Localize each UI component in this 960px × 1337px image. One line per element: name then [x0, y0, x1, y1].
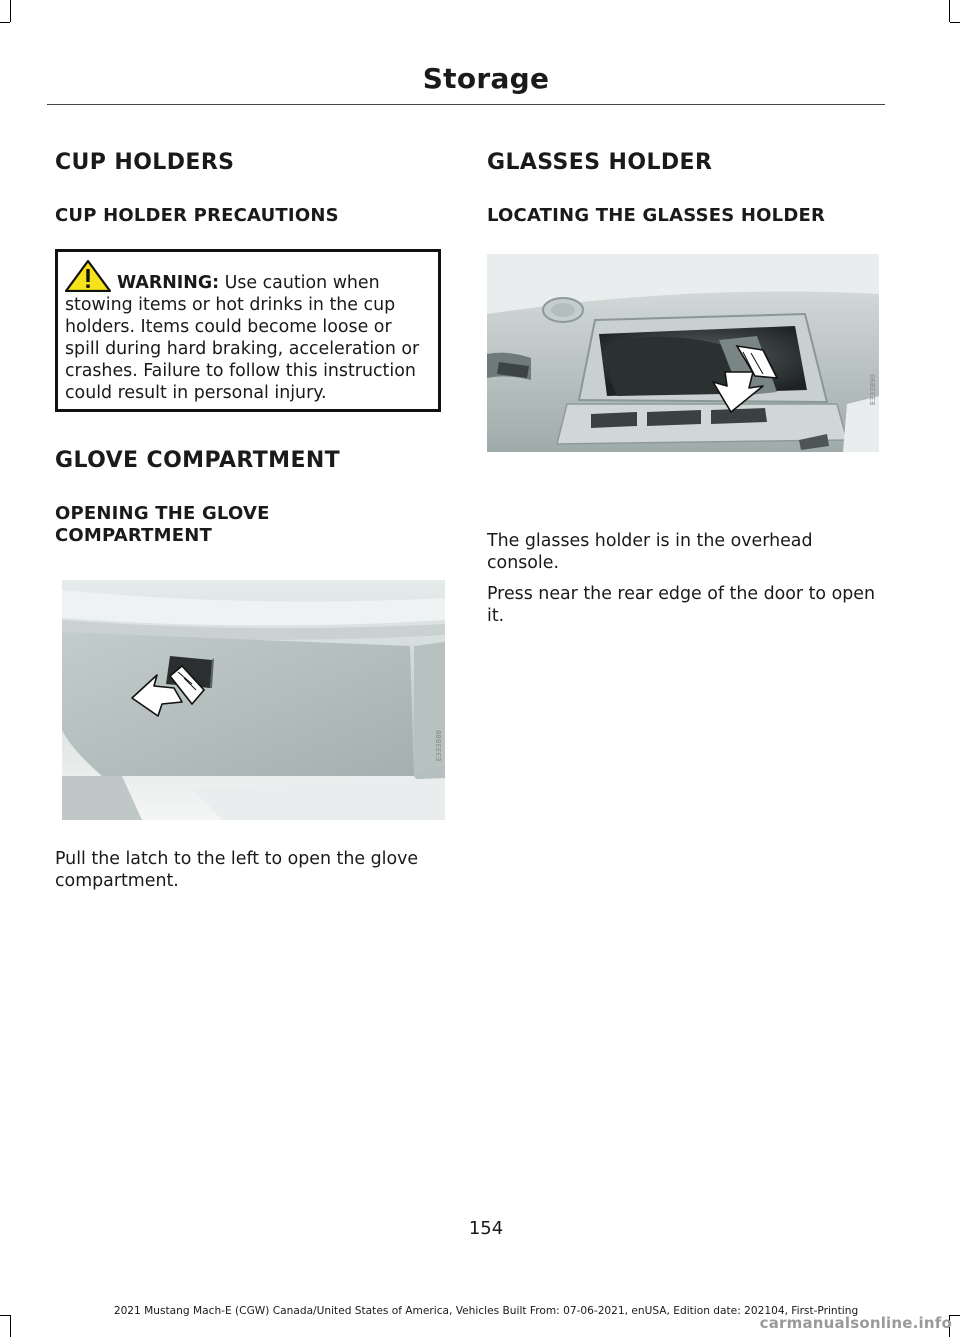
page-number-text: 154 — [468, 1218, 504, 1239]
cup-holder-precautions-heading: CUP HOLDER PRECAUTIONS — [55, 205, 339, 226]
page-title-text: Storage — [422, 62, 550, 95]
crop-mark — [950, 22, 960, 23]
warning-triangle-icon — [65, 260, 111, 292]
opening-glove-heading: OPENING THE GLOVE COMPARTMENT — [55, 503, 270, 546]
glasses-instruction: Press near the rear edge of the door to open it. — [487, 584, 875, 626]
header-divider — [47, 104, 885, 105]
glasses-location-text: The glasses holder is in the overhead console. — [487, 531, 813, 573]
glasses-holder-figure — [487, 254, 879, 452]
crop-mark — [0, 22, 10, 23]
warning-box — [55, 249, 441, 412]
watermark: carmanualsonline.info — [759, 1314, 952, 1332]
figure-code: E333888 — [435, 730, 443, 762]
glasses-holder-heading: GLASSES HOLDER — [487, 150, 713, 175]
crop-mark — [10, 1315, 11, 1337]
glove-instruction: Pull the latch to the left to open the glove compartment. — [55, 849, 419, 891]
locating-glasses-holder-heading: LOCATING THE GLASSES HOLDER — [487, 205, 826, 226]
page-title — [0, 62, 960, 95]
page-number — [0, 1218, 960, 1239]
glove-compartment-figure — [62, 580, 445, 820]
glove-compartment-heading: GLOVE COMPARTMENT — [55, 448, 341, 473]
warning-label: WARNING: — [117, 273, 220, 293]
cup-holders-heading: CUP HOLDERS — [55, 150, 235, 175]
publication-info-text: 2021 Mustang Mach-E (CGW) Canada/United States of America, Vehicles Built From: 07-06-2021, enUSA, Edition date: 202104, First-Printing — [113, 1305, 859, 1317]
warning-text: Use caution when stowing items or hot drinks in the cup holders. Items could become loose or spill during hard braking, acceleration or crashes. Failure to follow this instruction could result in personal injury. — [65, 273, 420, 403]
figure-code: E333890 — [869, 374, 877, 406]
crop-mark — [949, 0, 950, 22]
glasses-holder-illustration — [487, 254, 879, 452]
glove-compartment-illustration — [62, 580, 445, 820]
crop-mark — [10, 0, 11, 22]
